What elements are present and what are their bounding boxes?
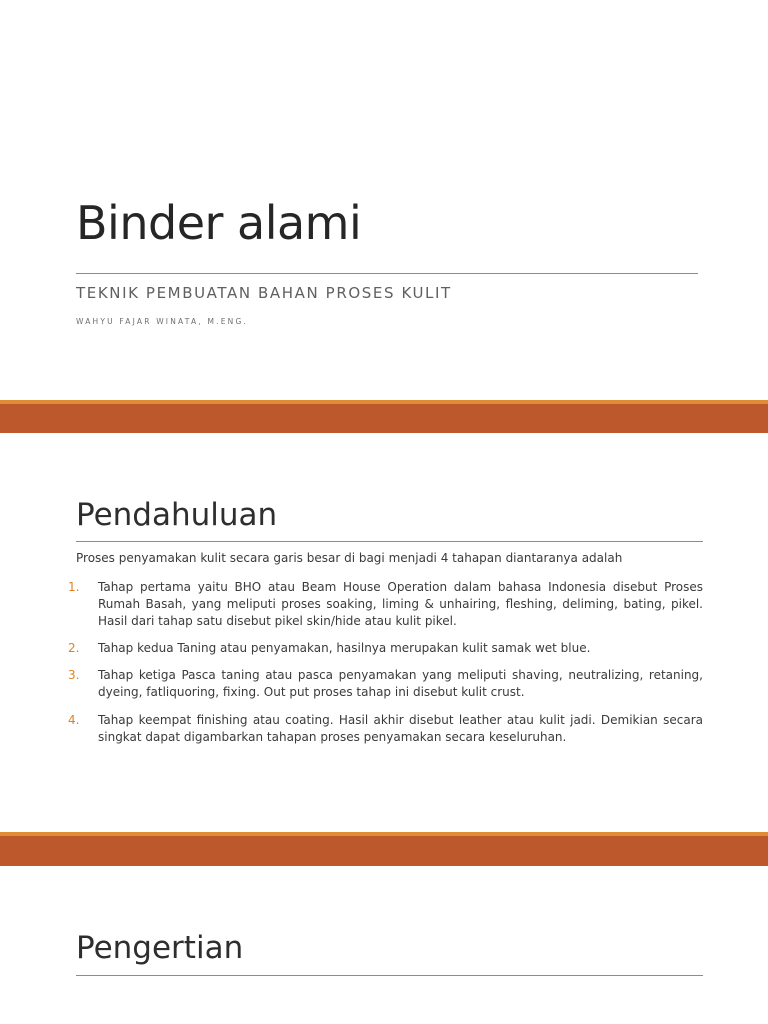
slide-heading: Pengertian [76,930,244,966]
list-number: 4. [68,713,80,727]
process-steps-list [68,579,703,746]
slide-separator [0,832,768,866]
pendahuluan-slide [0,433,768,832]
heading-divider [76,975,703,976]
list-item [68,667,703,701]
list-item [68,712,703,746]
title-slide [0,0,768,400]
pengertian-slide [0,866,768,1024]
separator-highlight [0,832,768,836]
title-divider [76,273,698,274]
presentation-subtitle: TEKNIK PEMBUATAN BAHAN PROSES KULIT [76,284,452,302]
separator-highlight [0,400,768,404]
list-number: 2. [68,641,80,655]
list-number: 3. [68,668,80,682]
list-item-text: Tahap keempat finishing atau coating. Hasil akhir disebut leather atau kulit jadi. Demikian secara singkat dapat digambarkan tahapan proses penyamakan secara keseluruhan. [98,713,703,744]
list-item-text: Tahap kedua Taning atau penyamakan, hasilnya merupakan kulit samak wet blue. [98,641,591,655]
list-item-text: Tahap pertama yaitu BHO atau Beam House Operation dalam bahasa Indonesia disebut Proses Rumah Basah, yang meliputi proses soaking, liming & unhairing, fleshing, deliming, bating, pikel. Hasil dari tahap satu disebut pikel skin/hide atau kulit pikel. [98,580,703,628]
presentation-title: Binder alami [76,196,362,250]
list-number: 1. [68,580,80,594]
list-item [68,579,703,630]
slide-heading: Pendahuluan [76,497,278,533]
intro-paragraph: Proses penyamakan kulit secara garis besar di bagi menjadi 4 tahapan diantaranya adalah [76,551,623,565]
list-item [68,640,703,657]
author-name: WAHYU FAJAR WINATA, M.ENG. [76,317,249,326]
list-item-text: Tahap ketiga Pasca taning atau pasca penyamakan yang meliputi shaving, neutralizing, retaning, dyeing, fatliquoring, fixing. Out put proses tahap ini disebut kulit crust. [98,668,703,699]
slide-separator [0,400,768,433]
heading-divider [76,541,703,542]
